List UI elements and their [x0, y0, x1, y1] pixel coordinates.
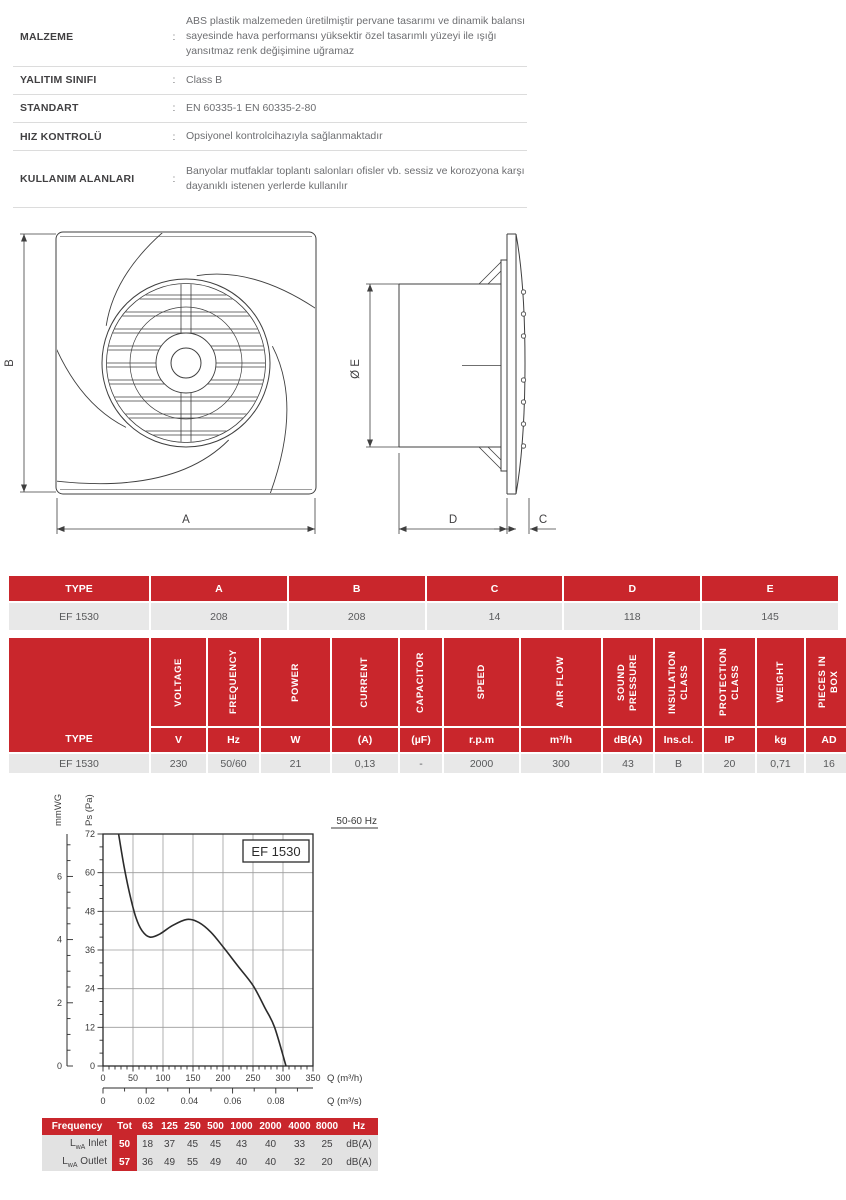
- frequency-band-header: 8000: [314, 1118, 340, 1135]
- spec-row-usage-areas: [13, 151, 527, 208]
- performance-header-frequency: FREQUENCY: [208, 638, 259, 726]
- outlet-value: 49: [204, 1153, 227, 1171]
- performance-value: B: [655, 754, 702, 773]
- spec-row-material: [13, 8, 527, 67]
- performance-cell-type: EF 1530: [9, 754, 149, 773]
- svg-text:48: 48: [84, 906, 95, 917]
- inlet-total: 50: [112, 1135, 137, 1153]
- performance-value: 16: [806, 754, 846, 773]
- dims-header-b: B: [289, 576, 425, 601]
- performance-value: 50/60: [208, 754, 259, 773]
- frequency-band-header: 2000: [256, 1118, 285, 1135]
- spec-value: ABS plastik malzemeden üretilmiştir pervane tasarımı ve dinamik balansı sayesinde hava performansı yüksektir özel tasarımlı yüzeyi ile ışığı yansıtmaz renk değişimine uğramaz: [186, 15, 526, 58]
- front-view: [20, 222, 371, 536]
- svg-text:50-60 Hz: 50-60 Hz: [336, 816, 377, 827]
- technical-drawing: [0, 222, 600, 557]
- performance-header-speed: SPEED: [444, 638, 519, 726]
- svg-text:300: 300: [275, 1073, 291, 1083]
- performance-header-sound-pressure: SOUND PRESSURE: [603, 638, 653, 726]
- spec-value: Class B: [186, 73, 223, 86]
- dimension-B: [20, 234, 56, 492]
- performance-value: -: [400, 754, 442, 773]
- dims-header-a: A: [151, 576, 287, 601]
- performance-header-weight: WEIGHT: [757, 638, 804, 726]
- spec-value: Opsiyonel kontrolcihazıyla sağlanmaktadır: [186, 130, 383, 143]
- svg-text:0: 0: [100, 1096, 106, 1106]
- svg-text:mmWG: mmWG: [53, 793, 64, 826]
- svg-text:12: 12: [84, 1022, 95, 1033]
- spec-value: Banyolar mutfaklar toplantı salonları ofisler vb. sessiz ve korozyona karşı dayanıklı istenen yerlerde kullanılır: [186, 165, 525, 193]
- dims-cell-type: EF 1530: [9, 603, 149, 630]
- dims-cell-b: 208: [289, 603, 425, 630]
- performance-value: 20: [704, 754, 755, 773]
- performance-unit: (µF): [400, 728, 442, 752]
- inlet-value: 37: [158, 1135, 181, 1153]
- performance-header-air-flow: AIR FLOW: [521, 638, 601, 726]
- frequency-header-row: [42, 1118, 378, 1135]
- inlet-value: 40: [256, 1135, 285, 1153]
- spec-colon: :: [172, 74, 176, 87]
- svg-text:0: 0: [56, 1061, 62, 1071]
- svg-text:6: 6: [56, 871, 62, 882]
- svg-text:Q (m³/h): Q (m³/h): [327, 1073, 363, 1084]
- svg-text:0: 0: [100, 1073, 106, 1083]
- inlet-label: $L_{wA}$ Inlet: [42, 1135, 112, 1153]
- spec-label: YALITIM SINIFI: [20, 74, 97, 87]
- svg-text:350: 350: [305, 1073, 321, 1083]
- inlet-value: 45: [181, 1135, 204, 1153]
- performance-header-power: POWER: [261, 638, 330, 726]
- dims-header-e: E: [702, 576, 838, 601]
- performance-header-pieces-in-box: PIECES IN BOX: [806, 638, 846, 726]
- spec-label: STANDART: [20, 102, 79, 115]
- inlet-value: 45: [204, 1135, 227, 1153]
- performance-header-voltage: VOLTAGE: [151, 638, 206, 726]
- outlet-value: 40: [227, 1153, 256, 1171]
- performance-table: [7, 636, 846, 775]
- frequency-band-header: 4000: [285, 1118, 314, 1135]
- spec-row-speed-control: [13, 123, 527, 151]
- outlet-label: $L_{wA}$ Outlet: [42, 1153, 112, 1171]
- dimensions-table: [7, 574, 840, 632]
- svg-text:Ps (Pa): Ps (Pa): [84, 794, 95, 826]
- svg-text:72: 72: [84, 829, 95, 839]
- performance-header-insulation-class: INSULATION CLASS: [655, 638, 702, 726]
- spec-colon: :: [172, 30, 176, 43]
- performance-data-row: [9, 754, 846, 773]
- dims-cell-a: 208: [151, 603, 287, 630]
- svg-text:50: 50: [127, 1073, 139, 1083]
- svg-text:0.06: 0.06: [223, 1096, 242, 1106]
- performance-header-row: [9, 638, 846, 726]
- outlet-value: 20: [314, 1153, 340, 1171]
- frequency-band-header: 1000: [227, 1118, 256, 1135]
- svg-text:0.08: 0.08: [267, 1096, 285, 1106]
- grille: [102, 279, 270, 447]
- frequency-inlet-row: [42, 1135, 378, 1153]
- performance-value: 230: [151, 754, 206, 773]
- spec-list: [13, 8, 527, 208]
- inlet-value: 43: [227, 1135, 256, 1153]
- svg-text:0.04: 0.04: [180, 1096, 199, 1106]
- fan-drawing-svg: [0, 222, 600, 557]
- dim-label-b: B: [4, 359, 16, 367]
- svg-text:100: 100: [155, 1073, 171, 1083]
- dimension-labels: [4, 359, 547, 526]
- spec-label: KULLANIM ALANLARI: [20, 173, 135, 186]
- spec-colon: :: [172, 102, 176, 115]
- dims-cell-e: 145: [702, 603, 838, 630]
- performance-header-capacitor: CAPACITOR: [400, 638, 442, 726]
- dims-header-type: TYPE: [9, 576, 149, 601]
- svg-text:2: 2: [56, 997, 62, 1008]
- dims-cell-d: 118: [564, 603, 700, 630]
- outlet-unit: dB(A): [340, 1153, 378, 1171]
- frequency-outlet-row: [42, 1153, 378, 1171]
- svg-text:0: 0: [89, 1061, 95, 1071]
- frequency-band-header: 125: [158, 1118, 181, 1135]
- svg-text:Q (m³/s): Q (m³/s): [327, 1096, 362, 1107]
- performance-value: 21: [261, 754, 330, 773]
- spec-row-standard: [13, 95, 527, 123]
- performance-header-current: CURRENT: [332, 638, 398, 726]
- performance-unit: V: [151, 728, 206, 752]
- frequency-band-header: 500: [204, 1118, 227, 1135]
- svg-text:36: 36: [84, 945, 95, 955]
- svg-text:4: 4: [56, 934, 62, 945]
- dims-header-c: C: [427, 576, 563, 601]
- inlet-value: 25: [314, 1135, 340, 1153]
- outlet-value: 49: [158, 1153, 181, 1171]
- inlet-unit: dB(A): [340, 1135, 378, 1153]
- performance-unit: W: [261, 728, 330, 752]
- performance-value: 43: [603, 754, 653, 773]
- spec-label: HIZ KONTROLÜ: [20, 130, 102, 143]
- spec-colon: :: [172, 130, 176, 143]
- dim-label-c: C: [538, 514, 548, 526]
- frequency-band-header: 250: [181, 1118, 204, 1135]
- svg-text:60: 60: [84, 867, 95, 878]
- svg-text:200: 200: [215, 1073, 231, 1083]
- dim-label-e: Ø E: [350, 359, 362, 379]
- outlet-value: 36: [137, 1153, 158, 1171]
- performance-unit: Ins.cl.: [655, 728, 702, 752]
- spec-row-insulation: [13, 67, 527, 95]
- frequency-header-label: Frequency: [42, 1118, 112, 1135]
- svg-text:24: 24: [84, 983, 95, 994]
- dims-header-row: [9, 576, 838, 601]
- performance-value: 300: [521, 754, 601, 773]
- performance-unit: r.p.m: [444, 728, 519, 752]
- dimension-E: [366, 284, 399, 447]
- svg-text:0.02: 0.02: [137, 1096, 155, 1106]
- performance-value: 0,13: [332, 754, 398, 773]
- svg-text:EF 1530: EF 1530: [251, 844, 301, 859]
- spec-label: MALZEME: [20, 30, 74, 43]
- dims-cell-c: 14: [427, 603, 563, 630]
- performance-value: 0,71: [757, 754, 804, 773]
- frequency-header-tot: Tot: [112, 1118, 137, 1135]
- svg-text:250: 250: [245, 1073, 261, 1083]
- inlet-value: 33: [285, 1135, 314, 1153]
- performance-unit: (A): [332, 728, 398, 752]
- outlet-value: 55: [181, 1153, 204, 1171]
- dims-data-row: [9, 603, 838, 630]
- outlet-total: 57: [112, 1153, 137, 1171]
- spec-colon: :: [172, 173, 176, 186]
- spec-value: EN 60335-1 EN 60335-2-80: [186, 101, 317, 114]
- outlet-value: 40: [256, 1153, 285, 1171]
- performance-unit: m³/h: [521, 728, 601, 752]
- performance-unit: kg: [757, 728, 804, 752]
- outlet-value: 32: [285, 1153, 314, 1171]
- dim-label-d: D: [448, 514, 458, 526]
- performance-unit: IP: [704, 728, 755, 752]
- svg-text:150: 150: [185, 1073, 201, 1083]
- performance-chart: [30, 788, 450, 1128]
- frequency-band-header: 63: [137, 1118, 158, 1135]
- dims-header-d: D: [564, 576, 700, 601]
- dim-label-a: A: [182, 514, 190, 526]
- performance-unit: dB(A): [603, 728, 653, 752]
- frequency-header-unit: Hz: [340, 1118, 378, 1135]
- performance-value: 2000: [444, 754, 519, 773]
- performance-unit: AD: [806, 728, 846, 752]
- frequency-table: [42, 1118, 378, 1171]
- side-view: [366, 234, 556, 534]
- performance-unit: Hz: [208, 728, 259, 752]
- performance-header-protection-class: PROTECTION CLASS: [704, 638, 755, 726]
- performance-header-type: TYPE: [9, 638, 149, 752]
- inlet-value: 18: [137, 1135, 158, 1153]
